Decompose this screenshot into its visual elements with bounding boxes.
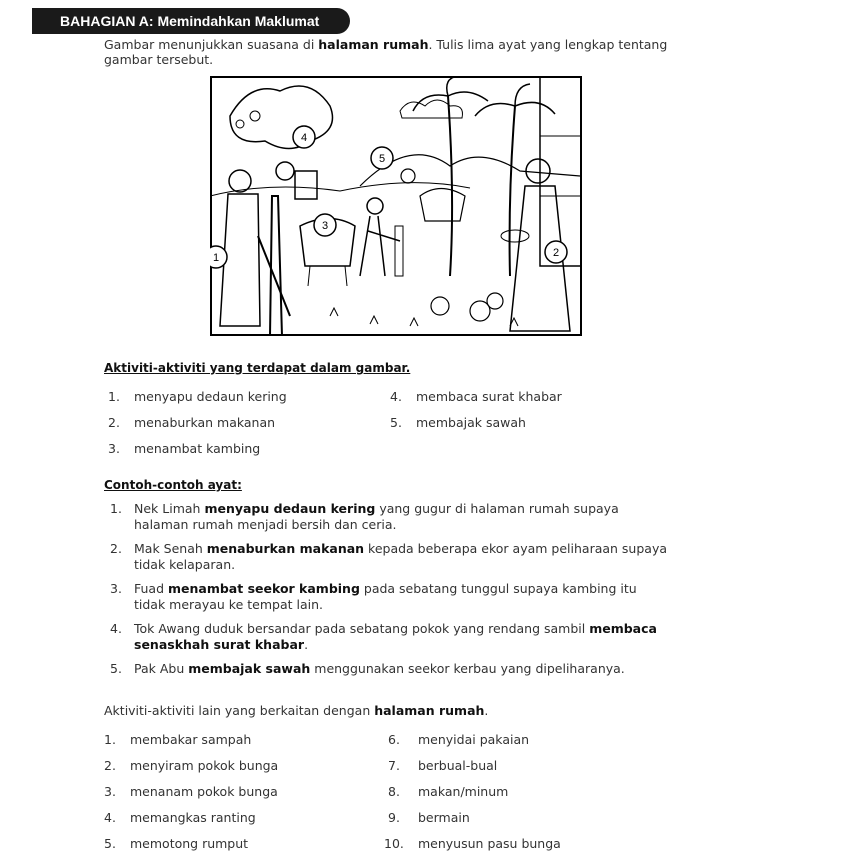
other-activity-item: 1. membakar sampah: [104, 732, 252, 747]
marker-3: [314, 214, 336, 236]
example-sentence: 2. Mak Senah menaburkan makanan kepada beberapa ekor ayam peliharaan supaya tidak kelaparan.: [110, 541, 668, 572]
svg-text:4: 4: [300, 132, 308, 144]
marker-4: [293, 126, 315, 148]
example-sentence: 4. Tok Awang duduk bersandar pada sebatang pokok yang rendang sambil membaca senaskhah surat khabar.: [110, 621, 657, 652]
other-activity-item: 8. makan/minum: [388, 784, 509, 799]
other-activity-item: 9. bermain: [388, 810, 470, 825]
activity-item: 3. menambat kambing: [108, 441, 261, 456]
intro-text: [104, 37, 704, 67]
activities-title: Aktiviti-aktiviti yang terdapat dalam gambar.: [104, 361, 411, 375]
activity-item: 1. menyapu dedaun kering: [108, 389, 287, 404]
other-activity-item: 4. memangkas ranting: [104, 810, 256, 825]
example-sentence: 3. Fuad menambat seekor kambing pada sebatang tunggul supaya kambing itu tidak merayau ke tempat lain.: [110, 581, 637, 612]
svg-text:2: 2: [552, 247, 560, 259]
example-sentence: 1. Nek Limah menyapu dedaun kering yang gugur di halaman rumah supaya halaman rumah menjadi bersih dan ceria.: [110, 501, 619, 532]
section-header: [32, 8, 350, 34]
marker-5: [371, 147, 393, 169]
village-yard-illustration: [210, 76, 582, 336]
activity-item: 5. membajak sawah: [390, 415, 526, 430]
activity-item: 4. membaca surat khabar: [390, 389, 562, 404]
other-activities-title: Aktiviti-aktiviti lain yang berkaitan dengan halaman rumah.: [104, 703, 489, 718]
other-activity-item: 2. menyiram pokok bunga: [104, 758, 279, 773]
marker-2: [545, 241, 567, 263]
other-activity-item: 7. berbual-bual: [388, 758, 498, 773]
svg-text:3: 3: [321, 220, 329, 232]
svg-text:1: 1: [212, 252, 220, 264]
other-activity-item: 10. menyusun pasu bunga: [384, 836, 561, 851]
svg-text:5: 5: [378, 153, 386, 165]
other-activity-item: 6. menyidai pakaian: [388, 732, 530, 747]
intro-part-2: . Tulis lima ayat yang lengkap tentang: [428, 37, 668, 52]
other-activity-item: 5. memotong rumput: [104, 836, 249, 851]
example-sentence: 5. Pak Abu membajak sawah menggunakan seekor kerbau yang dipeliharanya.: [110, 661, 625, 676]
marker-1: [210, 246, 227, 268]
examples-title: Contoh-contoh ayat:: [104, 478, 242, 492]
other-activity-item: 3. menanam pokok bunga: [104, 784, 278, 799]
intro-bold: halaman rumah: [318, 37, 429, 52]
intro-part-1: Gambar menunjukkan suasana di: [104, 37, 319, 52]
intro-line-2: gambar tersebut.: [104, 52, 214, 67]
section-header-title: BAHAGIAN A: Memindahkan Maklumat: [60, 13, 320, 29]
activity-item: 2. menaburkan makanan: [108, 415, 276, 430]
